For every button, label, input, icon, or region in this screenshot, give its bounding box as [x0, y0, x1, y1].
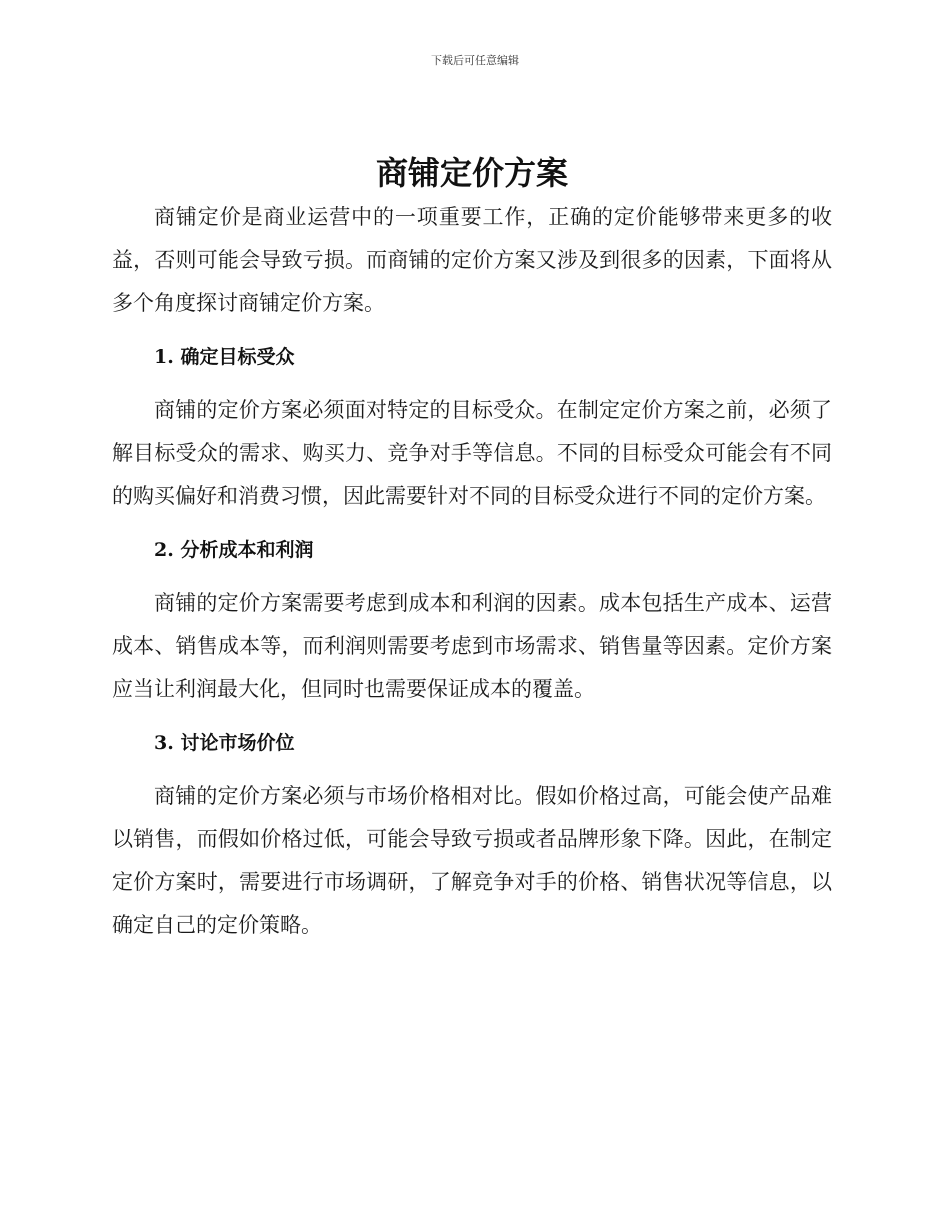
spacer	[112, 518, 832, 538]
document-body	[112, 150, 832, 947]
page-header-note: 下载后可任意编辑	[431, 54, 519, 67]
spacer	[112, 562, 832, 582]
spacer	[112, 369, 832, 389]
section-body-3: 商铺的定价方案必须与市场价格相对比。假如价格过高，可能会使产品难以销售，而假如价格过低，可能会导致亏损或者品牌形象下降。因此，在制定定价方案时，需要进行市场调研，了解竞争对手的价格、销售状况等信息，以确定自己的定价策略。	[112, 784, 832, 937]
spacer	[112, 755, 832, 775]
section-heading-2: 2. 分析成本和利润	[154, 539, 314, 561]
document-title: 商铺定价方案	[375, 154, 568, 192]
spacer	[112, 711, 832, 731]
section-body-2: 商铺的定价方案需要考虑到成本和利润的因素。成本包括生产成本、运营成本、销售成本等，而利润则需要考虑到市场需求、销售量等因素。定价方案应当让利润最大化，但同时也需要保证成本的覆盖。	[112, 591, 832, 701]
section-heading-1: 1. 确定目标受众	[154, 346, 295, 368]
section-heading-3: 3. 讨论市场价位	[154, 732, 295, 754]
section-body-1: 商铺的定价方案必须面对特定的目标受众。在制定定价方案之前，必须了解目标受众的需求、购买力、竞争对手等信息。不同的目标受众可能会有不同的购买偏好和消费习惯，因此需要针对不同的目标受众进行不同的定价方案。	[112, 398, 832, 508]
spacer	[112, 325, 832, 345]
intro-paragraph: 商铺定价是商业运营中的一项重要工作，正确的定价能够带来更多的收益，否则可能会导致亏损。而商铺的定价方案又涉及到很多的因素，下面将从多个角度探讨商铺定价方案。	[112, 205, 832, 315]
